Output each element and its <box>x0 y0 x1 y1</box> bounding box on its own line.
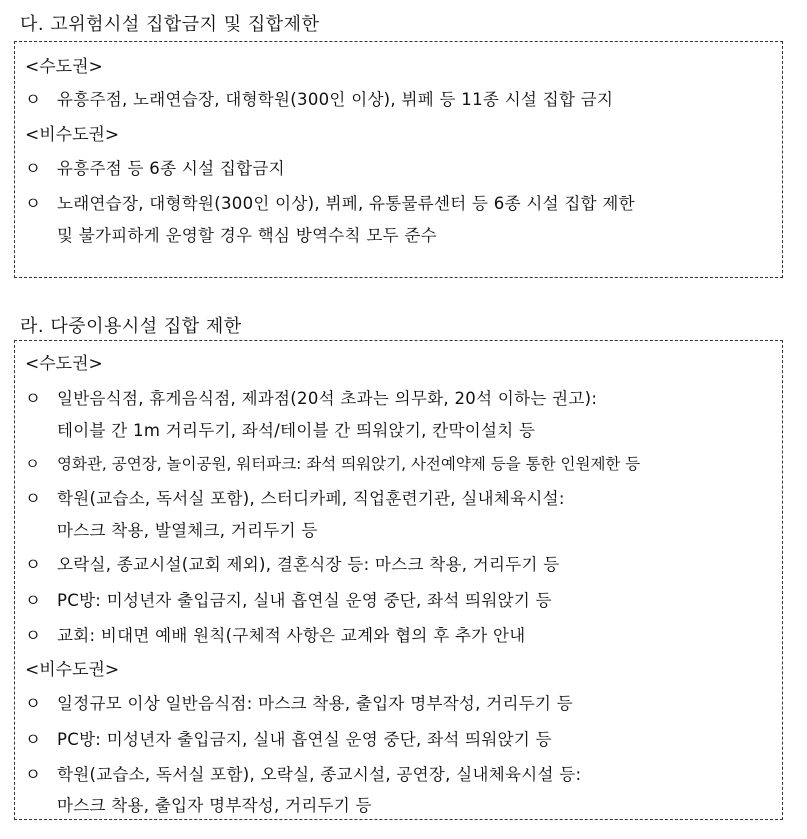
list-item: ㅇ 학원(교습소, 독서실 포함), 스터디카페, 직업훈련기관, 실내체육시설: <box>25 485 565 509</box>
bullet-icon: ㅇ <box>25 694 42 713</box>
bullet-icon: ㅇ <box>25 194 42 213</box>
list-item: ㅇ 영화관, 공연장, 놀이공원, 워터파크: 좌석 띄워앉기, 사전예약제 등을 통한 인원제한 등 <box>25 452 640 474</box>
bullet-icon: ㅇ <box>25 730 42 749</box>
section-c-metro-label: <수도권> <box>25 57 103 77</box>
list-item: ㅇ 일정규모 이상 일반음식점: 마스크 착용, 출입자 명부작성, 거리두기 등 <box>25 690 573 714</box>
bullet-icon: ㅇ <box>25 626 42 645</box>
bullet-icon: ㅇ <box>25 90 42 109</box>
bullet-icon: ㅇ <box>25 591 42 610</box>
list-item: ㅇ PC방: 미성년자 출입금지, 실내 흡연실 운영 중단, 좌석 띄워앉기 등 <box>25 587 552 611</box>
list-item-continuation: 및 불가피하게 운영할 경우 핵심 방역수칙 모두 준수 <box>57 226 437 245</box>
bullet-icon: ㅇ <box>25 455 40 473</box>
section-d-box <box>14 340 783 820</box>
list-item-continuation: 마스크 착용, 출입자 명부작성, 거리두기 등 <box>57 796 372 815</box>
list-item: ㅇ 교회: 비대면 예배 원칙(구체적 사항은 교계와 협의 후 추가 안내 <box>25 622 525 646</box>
list-item: ㅇ 학원(교습소, 독서실 포함), 오락실, 종교시설, 공연장, 실내체육시설 등: <box>25 761 581 785</box>
list-item: ㅇ 노래연습장, 대형학원(300인 이상), 뷔페, 유통물류센터 등 6종 시설 집합 제한 <box>25 190 635 214</box>
list-item: ㅇ 유흥주점, 노래연습장, 대형학원(300인 이상), 뷔페 등 11종 시설 집합 금지 <box>25 86 613 110</box>
bullet-icon: ㅇ <box>25 555 42 574</box>
bullet-icon: ㅇ <box>25 489 42 508</box>
bullet-icon: ㅇ <box>25 389 42 408</box>
bullet-icon: ㅇ <box>25 765 42 784</box>
section-d-title: 라. 다중이용시설 집합 제한 <box>20 316 242 337</box>
section-c-title: 다. 고위험시설 집합금지 및 집합제한 <box>20 14 320 35</box>
list-item-continuation: 마스크 착용, 발열체크, 거리두기 등 <box>57 521 318 540</box>
list-item: ㅇ PC방: 미성년자 출입금지, 실내 흡연실 운영 중단, 좌석 띄워앉기 등 <box>25 726 552 750</box>
section-d-nonmetro-label: <비수도권> <box>25 660 120 680</box>
list-item: ㅇ 유흥주점 등 6종 시설 집합금지 <box>25 155 285 179</box>
list-item: ㅇ 일반음식점, 휴게음식점, 제과점(20석 초과는 의무화, 20석 이하는 권고): <box>25 385 597 409</box>
bullet-icon: ㅇ <box>25 159 42 178</box>
section-d-metro-label: <수도권> <box>25 354 103 374</box>
list-item: ㅇ 오락실, 종교시설(교회 제외), 결혼식장 등: 마스크 착용, 거리두기 등 <box>25 551 560 575</box>
section-c-box <box>14 41 783 278</box>
section-c-nonmetro-label: <비수도권> <box>25 125 120 145</box>
list-item-continuation: 테이블 간 1m 거리두기, 좌석/테이블 간 띄워앉기, 칸막이설치 등 <box>57 421 536 440</box>
